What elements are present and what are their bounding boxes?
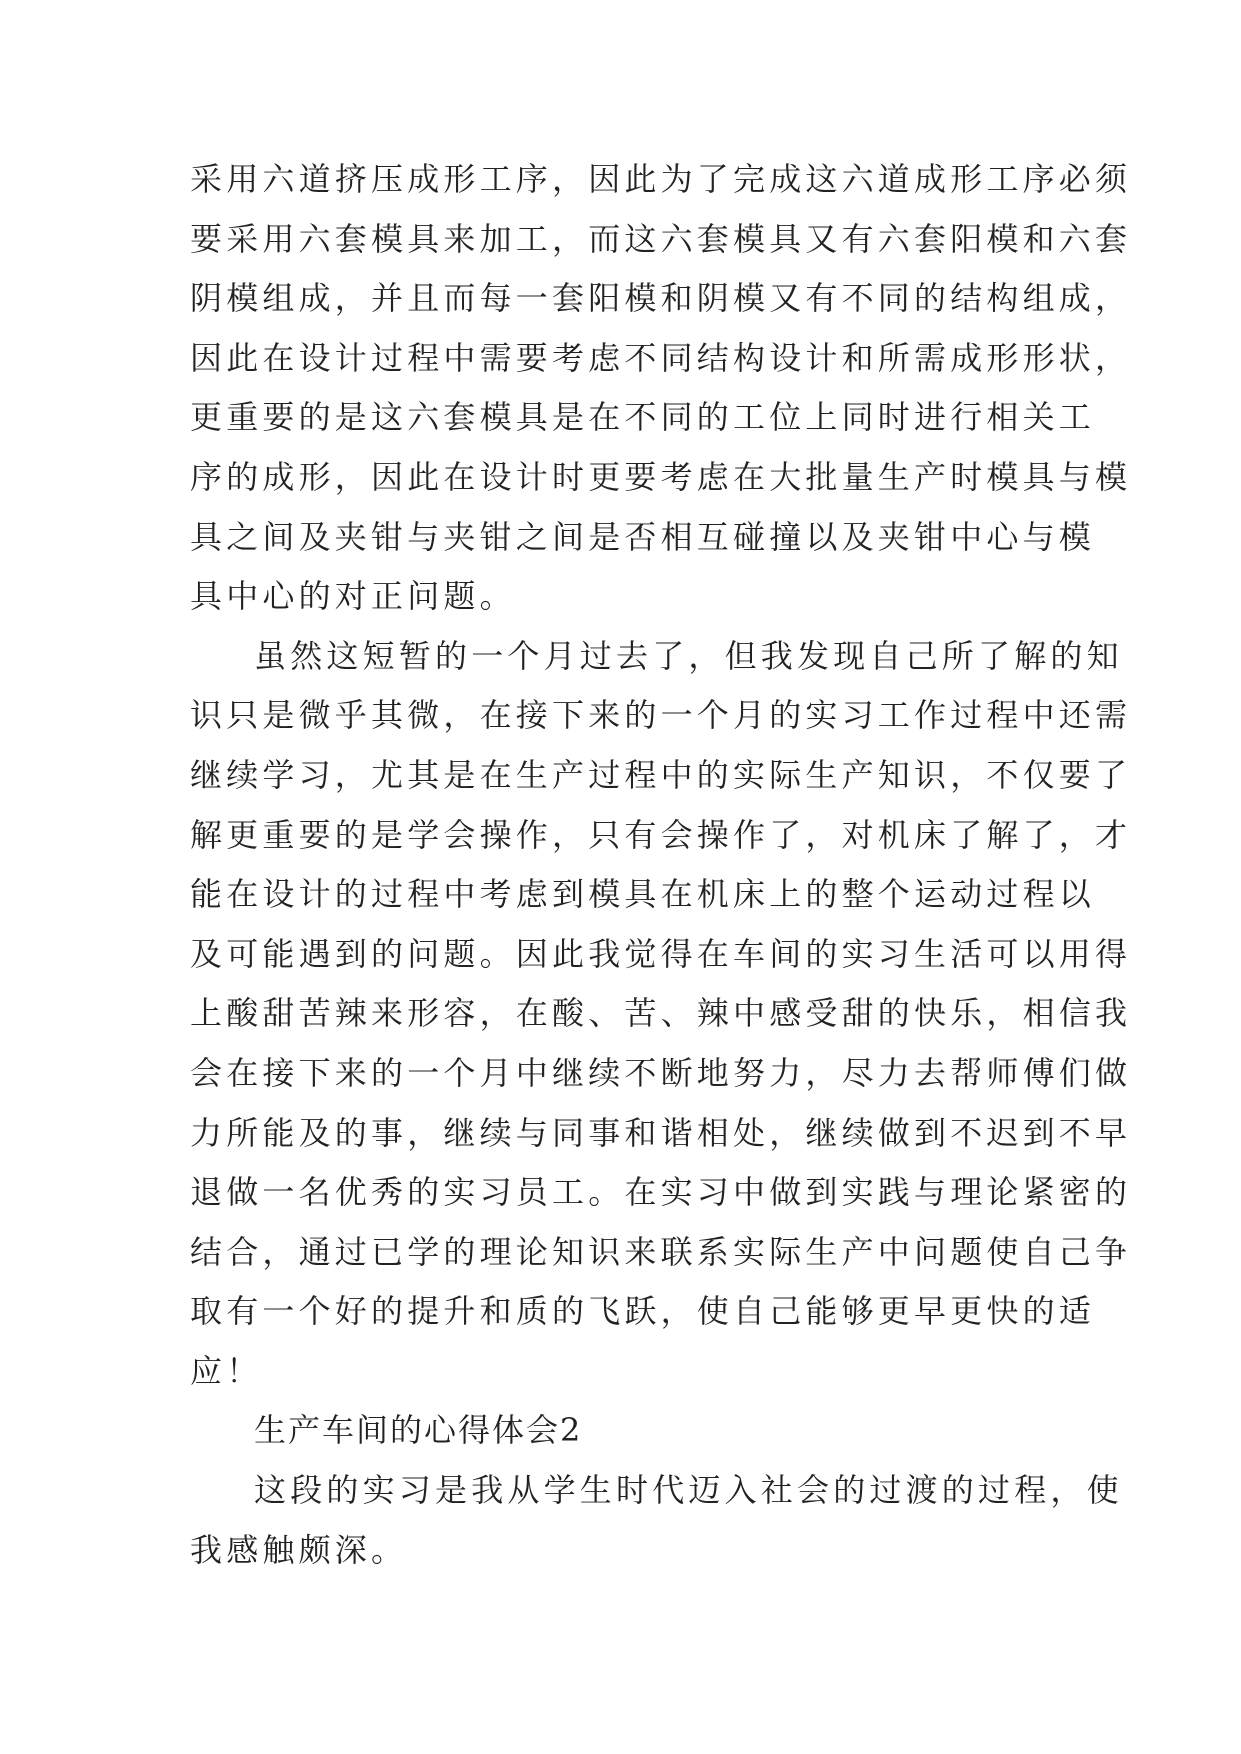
paragraph-line: 继续学习，尤其是在生产过程中的实际生产知识，不仅要了 xyxy=(190,755,1132,794)
paragraph-line: 要采用六套模具来加工，而这六套模具又有六套阳模和六套 xyxy=(190,219,1132,258)
paragraph-line: 能在设计的过程中考虑到模具在机床上的整个运动过程以 xyxy=(190,875,1096,914)
paragraph-line: 上酸甜苦辣来形容，在酸、苦、辣中感受甜的快乐，相信我 xyxy=(190,994,1132,1033)
paragraph-line: 解更重要的是学会操作，只有会操作了，对机床了解了，才 xyxy=(190,815,1132,854)
paragraph-line: 应！ xyxy=(190,1351,263,1390)
document-body xyxy=(190,150,1132,1580)
paragraph-first-line: 虽然这短暂的一个月过去了，但我发现自己所了解的知 xyxy=(254,636,1123,675)
paragraph-line: 序的成形，因此在设计时更要考虑在大批量生产时模具与模 xyxy=(190,457,1132,496)
paragraph-line: 力所能及的事，继续与同事和谐相处，继续做到不迟到不早 xyxy=(190,1113,1132,1152)
paragraph-line: 我感触颇深。 xyxy=(190,1530,408,1569)
paragraph-line: 更重要的是这六套模具是在不同的工位上同时进行相关工 xyxy=(190,398,1096,437)
section-heading: 生产车间的心得体会2 xyxy=(254,1411,583,1450)
paragraph-line: 因此在设计过程中需要考虑不同结构设计和所需成形形状， xyxy=(190,338,1132,377)
paragraph-line: 结合，通过已学的理论知识来联系实际生产中问题使自己争 xyxy=(190,1232,1132,1271)
paragraph-line: 退做一名优秀的实习员工。在实习中做到实践与理论紧密的 xyxy=(190,1173,1132,1212)
paragraph-line: 会在接下来的一个月中继续不断地努力，尽力去帮师傅们做 xyxy=(190,1053,1132,1092)
paragraph-line: 识只是微乎其微，在接下来的一个月的实习工作过程中还需 xyxy=(190,696,1132,735)
paragraph-line: 阴模组成，并且而每一套阳模和阴模又有不同的结构组成， xyxy=(190,279,1132,318)
paragraph-line: 具中心的对正问题。 xyxy=(190,577,516,616)
paragraph-line: 及可能遇到的问题。因此我觉得在车间的实习生活可以用得 xyxy=(190,934,1132,973)
paragraph-line: 具之间及夹钳与夹钳之间是否相互碰撞以及夹钳中心与模 xyxy=(190,517,1096,556)
paragraph-first-line: 这段的实习是我从学生时代迈入社会的过渡的过程，使 xyxy=(254,1471,1123,1510)
paragraph-line: 采用六道挤压成形工序，因此为了完成这六道成形工序必须 xyxy=(190,160,1132,198)
paragraph-line: 取有一个好的提升和质的飞跃，使自己能够更早更快的适 xyxy=(190,1292,1096,1331)
